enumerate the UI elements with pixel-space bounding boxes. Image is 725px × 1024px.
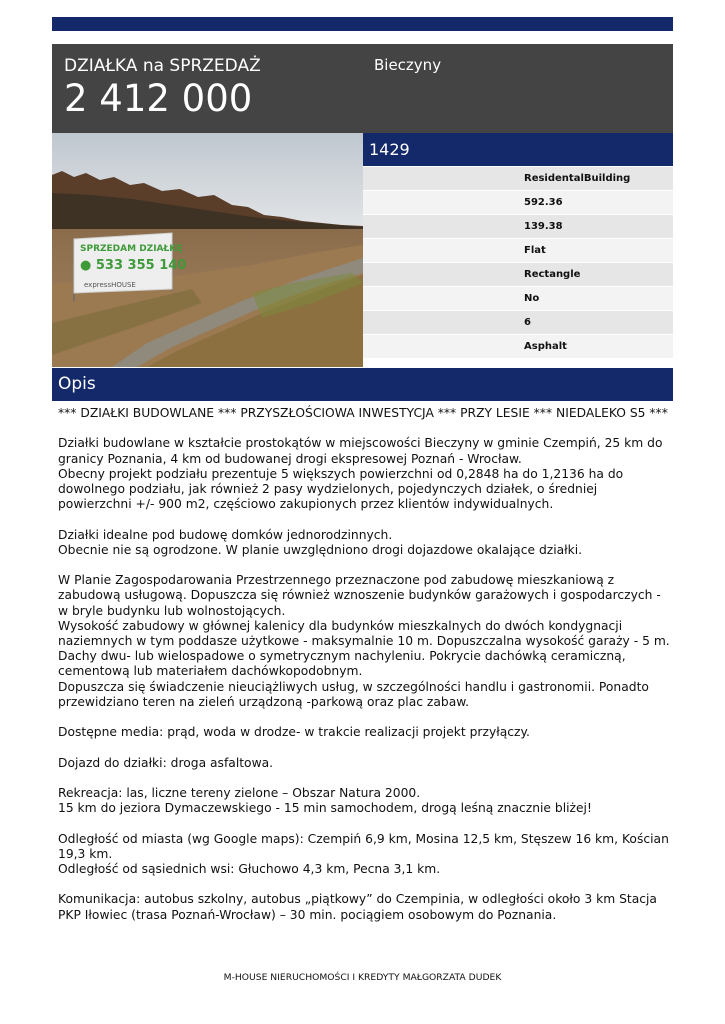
- sign-title: SPRZEDAM DZIAŁKĘ: [80, 244, 183, 254]
- sign-brand: expressHOUSE: [84, 281, 136, 289]
- spec-row-terrain: [363, 239, 673, 262]
- spec-row-width: [363, 215, 673, 238]
- property-photo: [52, 133, 363, 367]
- spec-value: No: [524, 293, 540, 304]
- description-body: [58, 406, 673, 923]
- paragraph-gap: [58, 558, 673, 573]
- spec-value: Flat: [524, 245, 546, 256]
- description-line: Działki budowlane w kształcie prostokątów w miejscowości Bieczyny w gminie Czempiń, 25 km do granicy Poznania, 4 km od budowanej drogi ekspresowej Poznań - Wrocław.: [58, 436, 663, 466]
- description-line: Rekreacja: las, liczne tereny zielone – Obszar Natura 2000.: [58, 785, 421, 800]
- spec-row-building-type: [363, 167, 673, 190]
- spec-value: 139.38: [524, 221, 563, 232]
- description-heading: Opis: [58, 374, 96, 394]
- footer-agency: M-HOUSE NIERUCHOMOŚCI I KREDYTY MAŁGORZATA DUDEK: [223, 972, 502, 983]
- spec-value: 6: [524, 317, 531, 328]
- description-heading-bar: [52, 368, 673, 401]
- top-accent-bar: [52, 17, 673, 31]
- description-line: Obecny projekt podziału prezentuje 5 większych powierzchni od 0,2848 ha do 1,2136 ha do dowolnego podziału, jak również 2 pasy wydzielonych, pojedynczych działek, o średniej powierzchni +/- 900 m2, częściowo zakupionych przez klientów indywidualnych.: [58, 466, 624, 512]
- description-line: Dachy dwu- lub wielospadowe o symetrycznym nachyleniu. Pokrycie dachówką ceramiczną, cementową lub materiałem dachówkopodobnym.: [58, 649, 626, 679]
- paragraph-gap: [58, 740, 673, 755]
- sign-phone: ● 533 355 140: [80, 258, 187, 273]
- listing-header: [52, 44, 673, 133]
- paragraph-gap: [58, 421, 673, 436]
- spec-row-fenced: [363, 287, 673, 310]
- listing-price: 2 412 000: [64, 77, 253, 120]
- description-line: Komunikacja: autobus szkolny, autobus „piątkowy” do Czempinia, w odległości około 3 km Stacja PKP Iłowiec (trasa Poznań-Wrocław) – 30 min. pociągiem osobowym do Poznania.: [58, 892, 657, 922]
- description-line: 15 km do jeziora Dymaczewskiego - 15 min samochodem, drogą leśną znacznie bliżej!: [58, 801, 592, 816]
- listing-id: 1429: [369, 140, 410, 159]
- spec-table: [363, 167, 673, 359]
- paragraph-gap: [58, 771, 673, 786]
- spec-row-access-road: [363, 335, 673, 358]
- spec-row-area: [363, 191, 673, 214]
- description-line: Dostępne media: prąd, woda w drodze- w trakcie realizacji projekt przyłączy.: [58, 725, 530, 740]
- listing-id-bar: [363, 133, 673, 166]
- listing-location: Bieczyny: [374, 56, 442, 74]
- description-line: Wysokość zabudowy w głównej kalenicy dla budynków mieszkalnych do dwóch kondygnacji naziemnych w tym poddasze użytkowe - maksymalnie 10 m. Dopuszczalna wysokość garaży - 5 m.: [58, 618, 670, 648]
- description-line: Odległość od sąsiednich wsi: Głuchowo 4,3 km, Pecna 3,1 km.: [58, 861, 441, 876]
- description-line: W Planie Zagospodarowania Przestrzennego przeznaczone pod zabudowę mieszkaniową z zabudową usługową. Dopuszcza się również wznoszenie budynków garażowych i gospodarczych - w bryle budynku lub wolnostojących.: [58, 573, 661, 618]
- description-line: Obecnie nie są ogrodzone. W planie uwzględniono drogi dojazdowe okalające działki.: [58, 542, 583, 557]
- spec-value: Rectangle: [524, 269, 581, 280]
- description-line: Dojazd do działki: droga asfaltowa.: [58, 755, 274, 770]
- spec-value: 592.36: [524, 197, 563, 208]
- spec-value: Asphalt: [524, 341, 567, 352]
- description-line: Działki idealne pod budowę domków jednorodzinnych.: [58, 527, 393, 542]
- description-line: Odległość od miasta (wg Google maps): Czempiń 6,9 km, Mosina 12,5 km, Stęszew 16 km, Kościan 19,3 km.: [58, 831, 669, 861]
- paragraph-gap: [58, 877, 673, 892]
- listing-kind: DZIAŁKA na SPRZEDAŻ: [64, 56, 261, 76]
- description-line: *** DZIAŁKI BUDOWLANE *** PRZYSZŁOŚCIOWA INWESTYCJA *** PRZY LESIE *** NIEDALEKO S5 ***: [58, 406, 668, 420]
- paragraph-gap: [58, 816, 673, 831]
- spec-value: ResidentalBuilding: [524, 173, 631, 184]
- description-line: Dopuszcza się świadczenie nieuciążliwych usług, w szczególności handlu i gastronomii. Ponadto przewidziano teren na zieleń urządzoną -parkową oraz plac zabaw.: [58, 679, 649, 709]
- paragraph-gap: [58, 710, 673, 725]
- spec-row-shape: [363, 263, 673, 286]
- paragraph-gap: [58, 512, 673, 527]
- spec-row-count: [363, 311, 673, 334]
